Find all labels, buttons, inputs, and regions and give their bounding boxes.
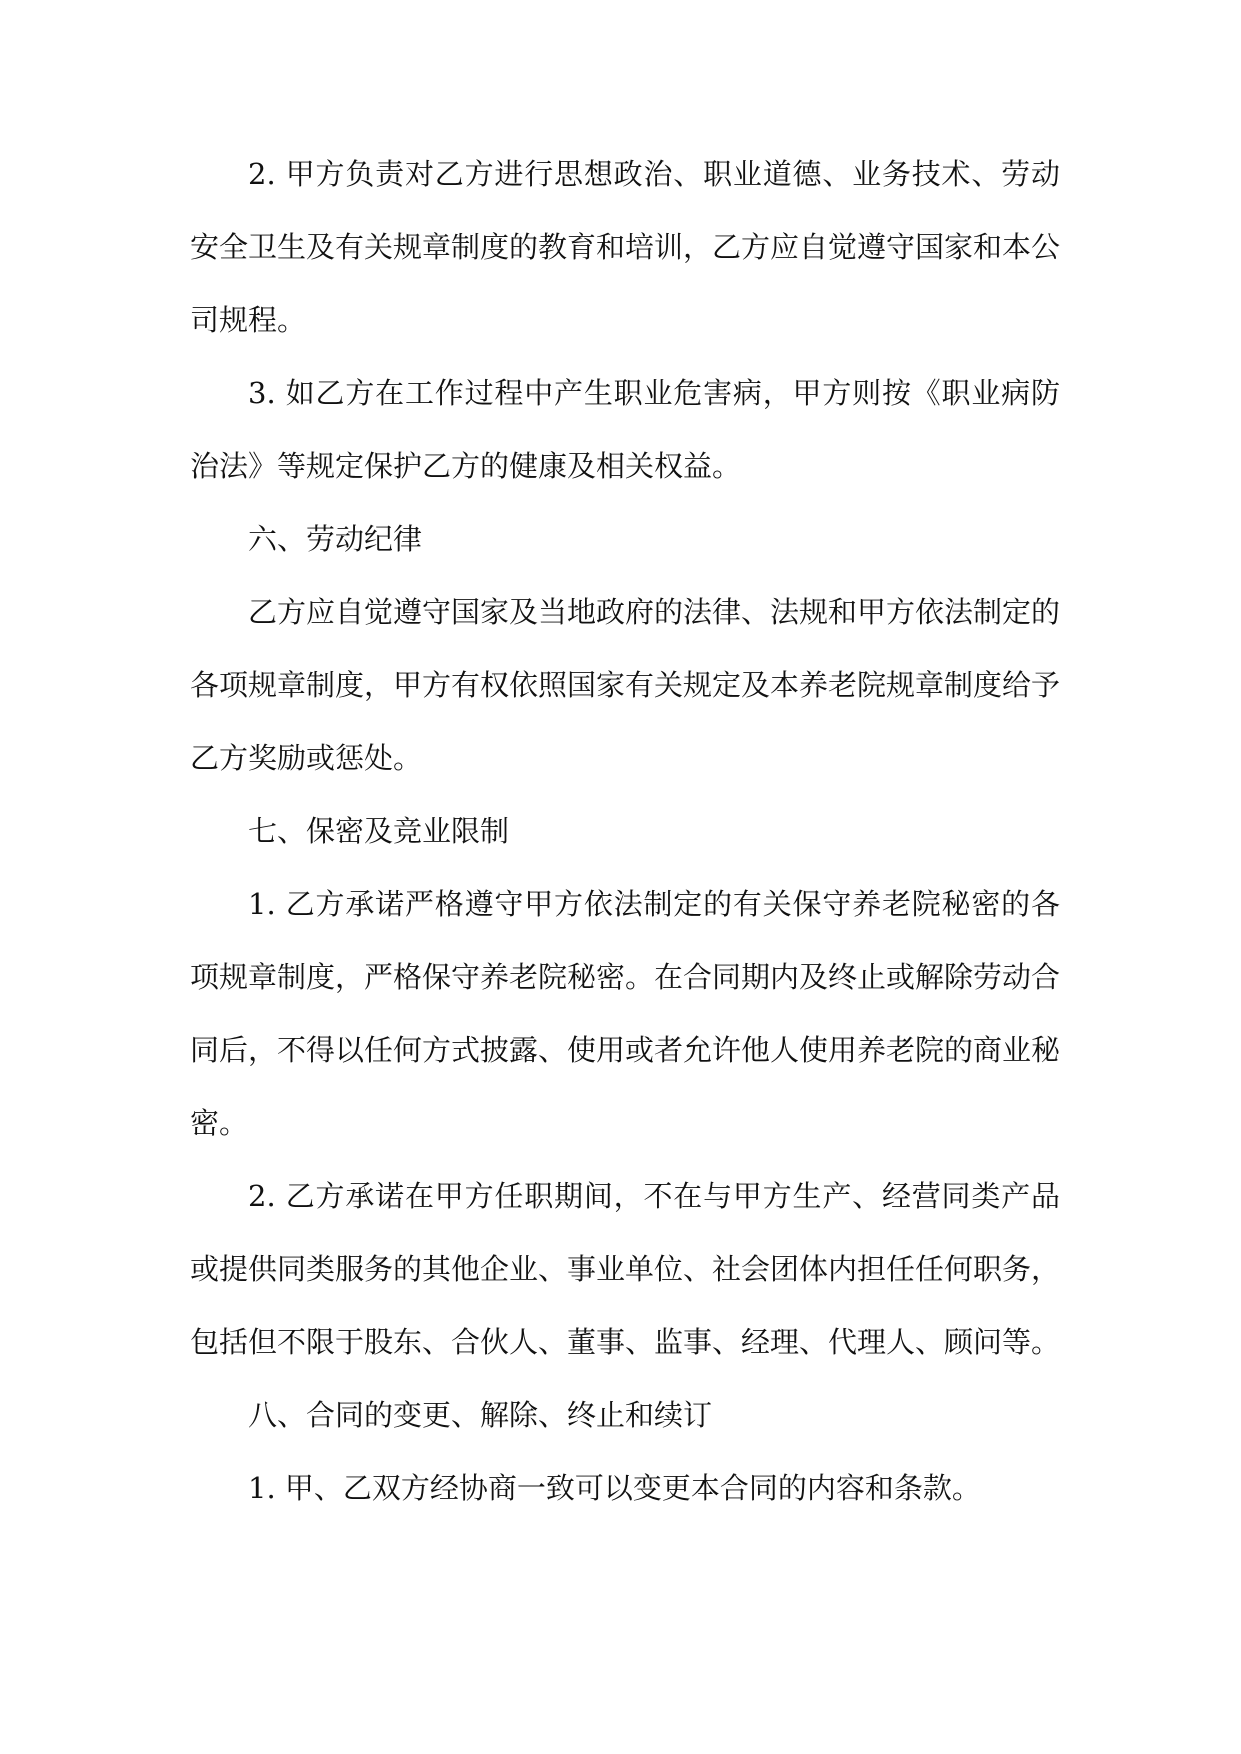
clause-7-1: 1. 乙方承诺严格遵守甲方依法制定的有关保守养老院秘密的各项规章制度，严格保守养老院秘密。在合同期内及终止或解除劳动合同后，不得以任何方式披露、使用或者允许他人使用养老院的商业秘密。 <box>190 887 1061 1140</box>
section-heading-7: 七、保密及竞业限制 <box>248 814 510 848</box>
section-6-body: 乙方应自觉遵守国家及当地政府的法律、法规和甲方依法制定的各项规章制度，甲方有权依照国家有关规定及本养老院规章制度给予乙方奖励或惩处。 <box>190 595 1061 775</box>
clause-5-2: 2. 甲方负责对乙方进行思想政治、职业道德、业务技术、劳动安全卫生及有关规章制度的教育和培训，乙方应自觉遵守国家和本公司规程。 <box>190 157 1061 337</box>
clause-8-1: 1. 甲、乙双方经协商一致可以变更本合同的内容和条款。 <box>248 1471 981 1505</box>
clause-7-2: 2. 乙方承诺在甲方任职期间，不在与甲方生产、经营同类产品或提供同类服务的其他企业、事业单位、社会团体内担任任何职务，包括但不限于股东、合伙人、董事、监事、经理、代理人、顾问等。 <box>190 1179 1061 1359</box>
section-heading-8: 八、合同的变更、解除、终止和续订 <box>248 1398 713 1432</box>
section-heading-6: 六、劳动纪律 <box>248 522 423 556</box>
clause-5-3: 3. 如乙方在工作过程中产生职业危害病，甲方则按《职业病防治法》等规定保护乙方的健康及相关权益。 <box>190 376 1060 483</box>
document-page <box>190 138 1060 1525</box>
